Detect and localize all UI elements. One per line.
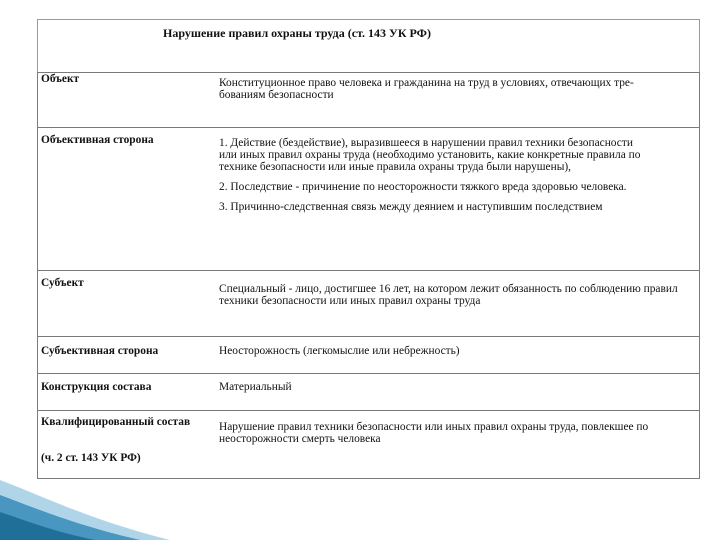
objective-paragraph-4: 2. Последствие - причинение по неосторожности тяжкого вреда здоровью человека. bbox=[219, 181, 627, 193]
table-row bbox=[38, 128, 700, 271]
table-row bbox=[38, 73, 700, 128]
decorative-wave bbox=[0, 450, 170, 540]
row-value-qualified: Нарушение правил техники безопасности или иных правил охраны труда, повлекшее по неосторожности смерть человека bbox=[219, 421, 649, 445]
row-value-objective-side bbox=[219, 137, 689, 216]
row-label-subjective-side: Субъективная сторона bbox=[41, 345, 159, 357]
row-value-subject: Специальный - лицо, достигшее 16 лет, на котором лежит обязанность по соблюдению правил техники безопасности или иных правил охраны труда bbox=[219, 283, 678, 307]
table-row bbox=[38, 271, 700, 337]
objective-paragraph-5: 3. Причинно-следственная связь между деянием и наступившим последствием bbox=[219, 201, 603, 213]
row-label-qualified-note: (ч. 2 ст. 143 УК РФ) bbox=[41, 452, 141, 464]
table-row bbox=[38, 374, 700, 411]
row-label-objective-side: Объективная сторона bbox=[41, 134, 154, 146]
row-label-subject: Субъект bbox=[41, 277, 84, 289]
row-label-qualified: Квалифицированный состав bbox=[41, 416, 191, 428]
crime-elements-rows bbox=[37, 72, 700, 479]
row-value-object: Конституционное право человека и гражданина на труд в условиях, отвечающих тре-бованиям безопасности bbox=[219, 77, 634, 101]
table-row bbox=[38, 337, 700, 374]
row-value-construction: Материальный bbox=[219, 381, 292, 393]
table-header: Нарушение правил охраны труда (ст. 143 УК РФ) bbox=[38, 20, 700, 479]
objective-paragraph-2: или иных правил охраны труда (необходимо установить, какие конкретные правила по bbox=[219, 149, 641, 161]
objective-paragraph-1: 1. Действие (бездействие), выразившееся в нарушении правил техники безопасности bbox=[219, 137, 633, 149]
row-label-object: Объект bbox=[41, 73, 80, 85]
objective-paragraph-3: технике безопасности или иные правила охраны труда были нарушены), bbox=[219, 161, 572, 173]
row-label-construction: Конструкция состава bbox=[41, 381, 152, 393]
row-value-subjective-side: Неосторожность (легкомыслие или небрежность) bbox=[219, 345, 460, 357]
